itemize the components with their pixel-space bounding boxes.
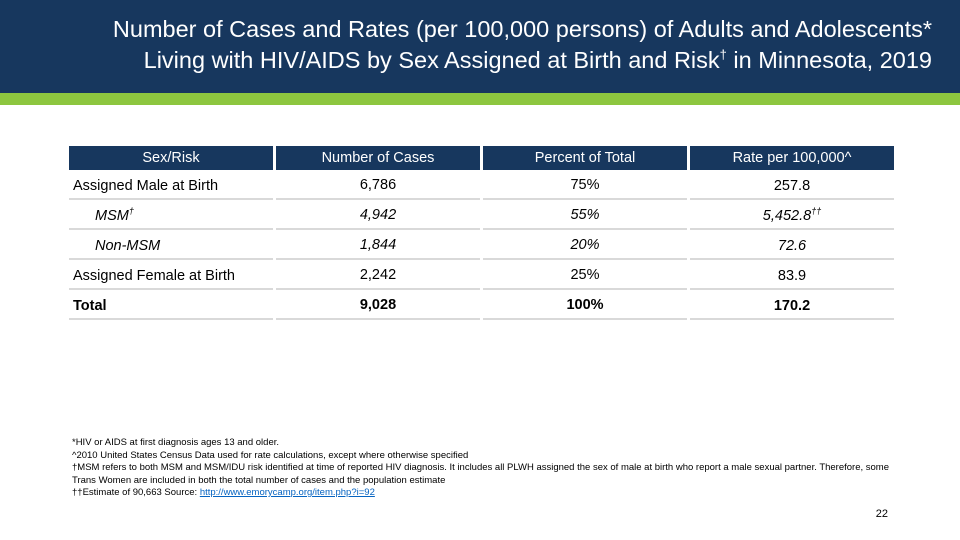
table-row <box>69 262 894 290</box>
accent-stripe <box>0 93 960 105</box>
title-line-2: Living with HIV/AIDS by Sex Assigned at Birth and Risk† in Minnesota, 2019 <box>143 47 932 73</box>
table-header-row <box>69 146 894 170</box>
cases-cell: 1,844 <box>276 232 480 260</box>
rate-cell: 257.8 <box>690 172 894 200</box>
footnote: †MSM refers to both MSM and MSM/IDU risk identified at time of reported HIV diagnosis. It includes all PLWH assigned the sex of male at birth who report a male sexual partner. Therefore, some Trans Women are included in both the total number of cases and the population estimate <box>72 462 890 486</box>
table-row-total <box>69 292 894 320</box>
table-row <box>69 232 894 260</box>
cases-cell: 2,242 <box>276 262 480 290</box>
hiv-cases-table <box>66 144 897 322</box>
row-label: Total <box>69 292 273 320</box>
column-header: Sex/Risk <box>69 146 273 170</box>
dagger-sup: † <box>719 47 727 63</box>
percent-cell: 25% <box>483 262 687 290</box>
row-label: MSM† <box>69 202 273 230</box>
row-label: Non-MSM <box>69 232 273 260</box>
row-label: Assigned Male at Birth <box>69 172 273 200</box>
rate-cell: 83.9 <box>690 262 894 290</box>
percent-cell: 55% <box>483 202 687 230</box>
footnote: ††Estimate of 90,663 Source: http://www.emorycamp.org/item.php?i=92 <box>72 487 375 498</box>
percent-cell: 100% <box>483 292 687 320</box>
rate-cell: 170.2 <box>690 292 894 320</box>
footnote: *HIV or AIDS at first diagnosis ages 13 and older. <box>72 437 280 448</box>
page-number: 22 <box>875 508 888 520</box>
row-label: Assigned Female at Birth <box>69 262 273 290</box>
title-banner <box>0 0 960 93</box>
rate-cell: 72.6 <box>690 232 894 260</box>
table-row <box>69 202 894 230</box>
title-line-1: Number of Cases and Rates (per 100,000 persons) of Adults and Adolescents* <box>112 16 932 42</box>
percent-cell: 75% <box>483 172 687 200</box>
column-header: Percent of Total <box>483 146 687 170</box>
rate-cell: 5,452.8†† <box>690 202 894 230</box>
slide-title <box>12 14 932 76</box>
footnote: ^2010 United States Census Data used for rate calculations, except where otherwise specified <box>72 449 469 461</box>
source-link[interactable]: http://www.emorycamp.org/item.php?i=92 <box>199 487 375 498</box>
column-header: Rate per 100,000^ <box>690 146 894 170</box>
column-header: Number of Cases <box>276 146 480 170</box>
cases-cell: 4,942 <box>276 202 480 230</box>
percent-cell: 20% <box>483 232 687 260</box>
table-row <box>69 172 894 200</box>
cases-cell: 6,786 <box>276 172 480 200</box>
footnotes <box>72 437 892 500</box>
cases-cell: 9,028 <box>276 292 480 320</box>
